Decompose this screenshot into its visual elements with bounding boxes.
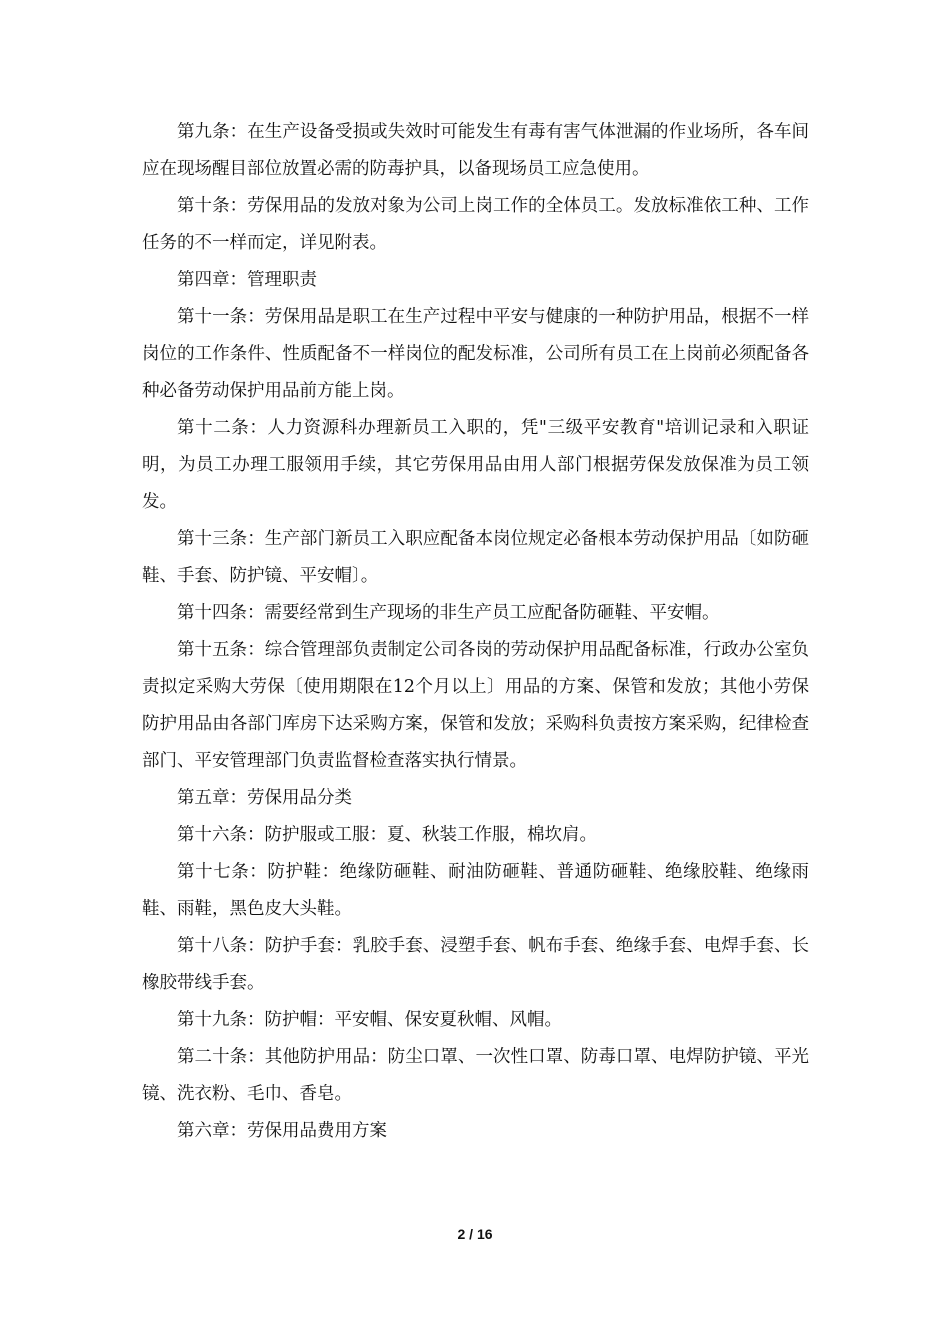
chapter-heading-4: 第四章：管理职责: [177, 270, 317, 290]
paragraph-article-9: 第九条：在生产设备受损或失效时可能发生有毒有害气体泄漏的作业场所，各车间应在现场醒目部位放置必需的防毒护具，以备现场员工应急使用。: [142, 122, 809, 179]
paragraph-article-13: 第十三条：生产部门新员工入职应配备本岗位规定必备根本劳动保护用品〔如防砸鞋、手套、防护镜、平安帽〕。: [142, 529, 809, 586]
chapter-heading-5: 第五章：劳保用品分类: [177, 788, 352, 808]
document-body: [142, 114, 809, 1150]
paragraph-article-12: 第十二条：人力资源科办理新员工入职的，凭"三级平安教育"培训记录和入职证明，为员工办理工服领用手续，其它劳保用品由用人部门根据劳保发放保准为员工领发。: [142, 418, 809, 512]
page-number: 2 / 16: [457, 1226, 493, 1242]
paragraph-article-20: 第二十条：其他防护用品：防尘口罩、一次性口罩、防毒口罩、电焊防护镜、平光镜、洗衣粉、毛巾、香皂。: [142, 1047, 809, 1104]
paragraph-article-18: 第十八条：防护手套：乳胶手套、浸塑手套、帆布手套、绝缘手套、电焊手套、长橡胶带线手套。: [142, 936, 809, 993]
paragraph-article-11: 第十一条：劳保用品是职工在生产过程中平安与健康的一种防护用品，根据不一样岗位的工作条件、性质配备不一样岗位的配发标准，公司所有员工在上岗前必须配备各种必备劳动保护用品前方能上岗。: [142, 307, 809, 401]
paragraph-article-14: 第十四条：需要经常到生产现场的非生产员工应配备防砸鞋、平安帽。: [177, 603, 720, 623]
paragraph-article-16: 第十六条：防护服或工服：夏、秋装工作服，棉坎肩。: [177, 825, 597, 845]
paragraph-article-10: 第十条：劳保用品的发放对象为公司上岗工作的全体员工。发放标准依工种、工作任务的不一样而定，详见附表。: [142, 196, 809, 253]
paragraph-article-17: 第十七条：防护鞋：绝缘防砸鞋、耐油防砸鞋、普通防砸鞋、绝缘胶鞋、绝缘雨鞋、雨鞋，黑色皮大头鞋。: [142, 862, 809, 919]
paragraph-article-19: 第十九条：防护帽：平安帽、保安夏秋帽、风帽。: [177, 1010, 562, 1030]
paragraph-article-15: 第十五条：综合管理部负责制定公司各岗的劳动保护用品配备标准，行政办公室负责拟定采购大劳保〔使用期限在12个月以上〕用品的方案、保管和发放；其他小劳保防护用品由各部门库房下达采购方案，保管和发放；采购科负责按方案采购，纪律检查部门、平安管理部门负责监督检查落实执行情景。: [142, 640, 809, 771]
chapter-heading-6: 第六章：劳保用品费用方案: [177, 1121, 387, 1141]
